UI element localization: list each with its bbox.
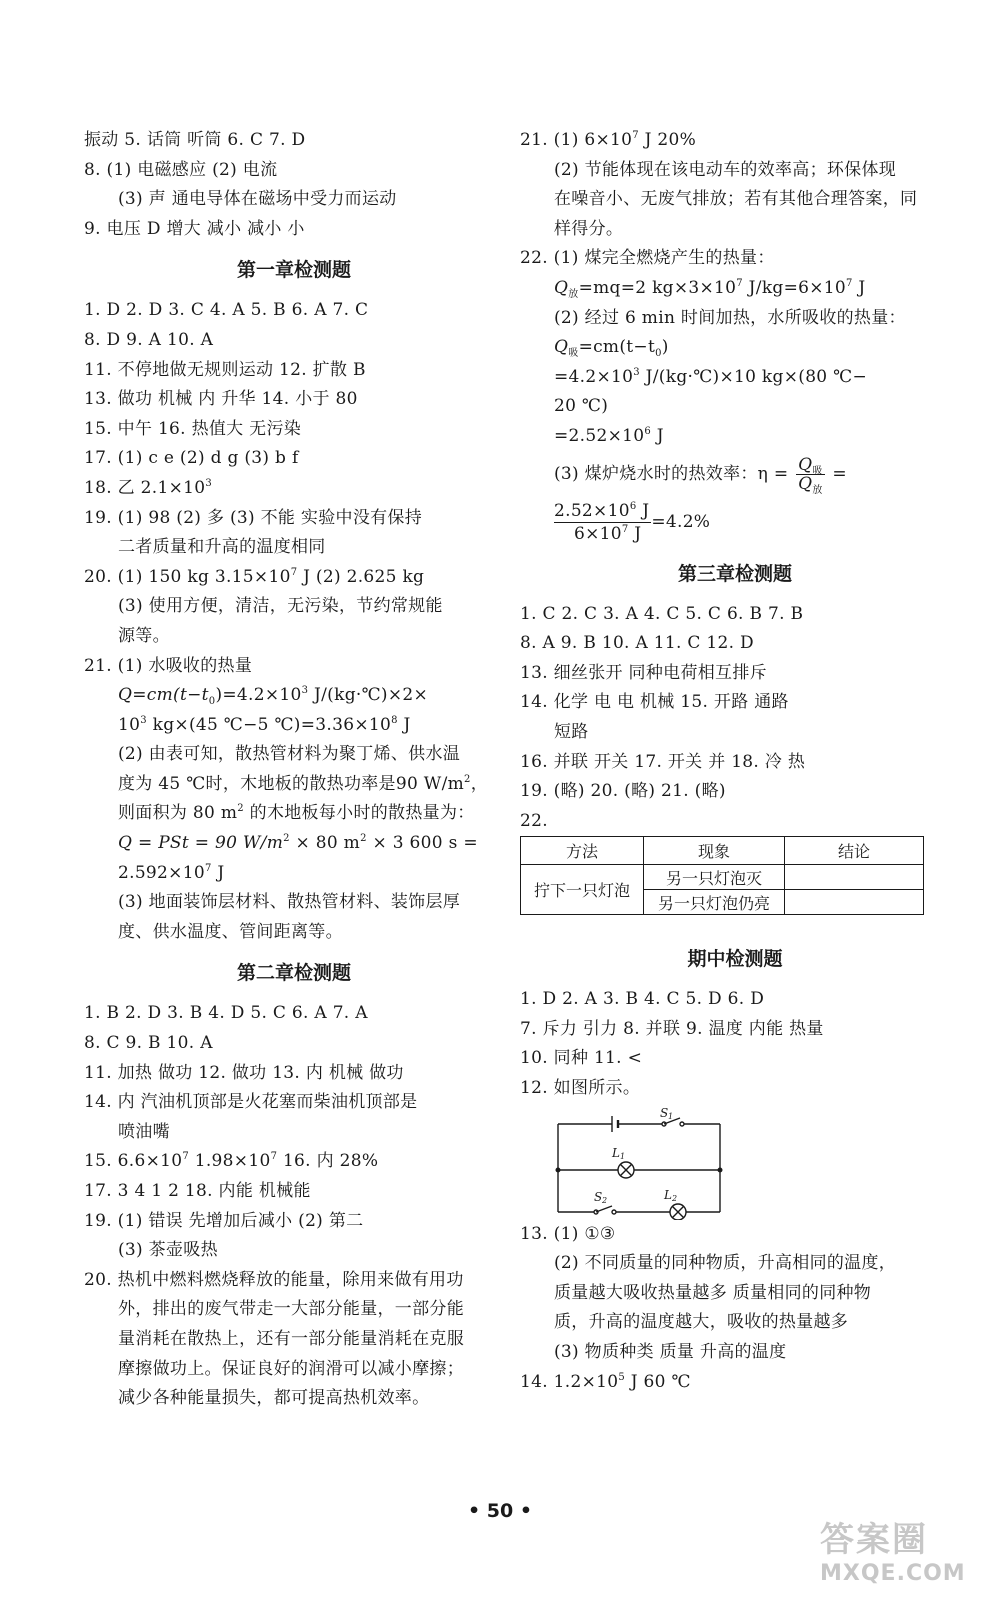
results-table	[520, 836, 924, 915]
text-line: 19. (1) 错误 先增加后减小 (2) 第二	[84, 1210, 364, 1231]
text-line: 7. 斥力 引力 8. 并联 9. 温度 内能 热量	[520, 1018, 824, 1039]
text-line: 8. (1) 电磁感应 (2) 电流	[84, 159, 278, 180]
section-title-chapter-2: 第二章检测题	[236, 962, 351, 985]
text-line: (2) 经过 6 min 时间加热，水所吸收的热量：	[554, 307, 906, 328]
text-line: 13. (1) ①③	[520, 1223, 616, 1244]
text-line: 摩擦做功上。保证良好的润滑可以减小摩擦；	[118, 1358, 464, 1379]
table-header: 现象	[644, 837, 785, 865]
text-line: 质，升高的温度越大，吸收的热量越多	[554, 1312, 849, 1333]
text-line: 15. 中午 16. 热值大 无污染	[84, 418, 302, 439]
text-line: 19. (略) 20. (略) 21. (略)	[520, 781, 726, 802]
label-l1-sub: 1	[620, 1151, 626, 1161]
section-title-chapter-1: 第一章检测题	[236, 259, 351, 282]
label-s1: S	[660, 1107, 669, 1120]
text-line: $\frac{2.52\times 10^6 J}{6\times 10^7 J}$ =4.2%	[554, 500, 711, 544]
label-l1: L	[612, 1145, 620, 1160]
text-line: 在噪音小、无废气排放；若有其他合理答案，同	[554, 189, 918, 210]
text-line: 二者质量和升高的温度相同	[118, 537, 326, 558]
text-line: 11. 不停地做无规则运动 12. 扩散 B	[84, 359, 366, 380]
text-line: 度、供水温度、管间距离等。	[118, 921, 343, 942]
section-title-midterm: 期中检测题	[687, 948, 783, 971]
text-line: 17. (1) c e (2) d g (3) b f	[84, 448, 299, 469]
watermark-text: 答案圈	[820, 1520, 928, 1560]
text-line: 减少各种能量损失，都可提高热机效率。	[118, 1388, 430, 1409]
watermark-logo	[820, 1512, 990, 1592]
table-cell: 拧下一只灯泡	[521, 865, 644, 915]
text-line: $Q_吸=cm(t-t_0)$	[554, 337, 669, 360]
text-line: (3) 声 通电导体在磁场中受力而运动	[118, 189, 397, 210]
text-line: 8. A 9. B 10. A 11. C 12. D	[520, 633, 754, 654]
left-column	[84, 126, 504, 1414]
text-line: 量消耗在散热上，还有一部分能量消耗在克服	[118, 1328, 464, 1349]
table-header: 结论	[785, 837, 924, 865]
text-line: $=2.52\times 10^6$ J	[554, 425, 664, 446]
text-line: 样得分。	[554, 218, 624, 239]
switch-s2-blade	[596, 1206, 612, 1212]
text-line: (3) 煤炉烧水时的热效率：η = $\frac{Q_吸}{Q_放}$ =	[554, 454, 847, 496]
text-line: 16. 并联 开关 17. 开关 并 18. 冷 热	[520, 751, 806, 772]
text-line: 14. 化学 电 电 机械 15. 开路 通路	[520, 692, 789, 713]
text-line: 13. 做功 机械 内 升华 14. 小于 80	[84, 389, 358, 410]
text-line: (3) 物质种类 质量 升高的温度	[554, 1342, 787, 1363]
text-line: (2) 由表可知，散热管材料为聚丁烯、供水温	[118, 744, 461, 765]
text-line: 则面积为 80 $m^2$ 的木地板每小时的散热量为：	[118, 803, 475, 824]
text-line: 19. (1) 98 (2) 多 (3) 不能 实验中没有保持	[84, 507, 423, 528]
text-line: Q = PSt = 90 $W/m^2 \times 80$ $m^2 \times 3$ 600 s =	[118, 833, 478, 854]
efficiency-fraction: $\frac{Q_吸}{Q_放}$	[798, 454, 823, 496]
label-s2-sub: 2	[602, 1195, 608, 1205]
right-column	[520, 126, 950, 1397]
text-line: 度为 45 ℃时，木地板的散热功率是90 $W/m^2$，	[118, 773, 488, 794]
text-line: 22. (1) 煤完全燃烧产生的热量：	[520, 248, 775, 269]
text-line: 9. 电压 D 增大 减小 减小 小	[84, 218, 305, 239]
text-line: $=4.2\times 10^3$ J/(kg·℃)×10 kg×(80 ℃−	[554, 366, 867, 387]
efficiency-value-fraction: $\frac{2.52\times 10^6 J}{6\times 10^7 J}$	[554, 500, 650, 544]
text-line: $10^3$ kg×(45 ℃−5 $℃)=3.36\times 10^8$ J	[118, 714, 411, 735]
text-line: 14. $1.2\times 10^5$ J 60 ℃	[520, 1371, 691, 1392]
text-line: 17. 3 4 1 2 18. 内能 机械能	[84, 1181, 311, 1201]
label-s1-sub: 1	[668, 1111, 674, 1121]
text-line: 外，排出的废气带走一大部分能量，一部分能	[118, 1299, 464, 1320]
text-line: 1. B 2. D 3. B 4. D 5. C 6. A 7. A	[84, 1003, 368, 1024]
table-header: 方法	[521, 837, 644, 865]
table-cell: 另一只灯泡仍亮	[644, 890, 785, 915]
text-line: 1. D 2. D 3. C 4. A 5. B 6. A 7. C	[84, 300, 369, 321]
text-line: 10. 同种 11. <	[520, 1048, 643, 1069]
text-line: $2.592\times 10^7$ J	[118, 862, 225, 883]
label-l2: L	[664, 1187, 672, 1202]
table-cell: 另一只灯泡灭	[644, 865, 785, 890]
circuit-diagram	[554, 1108, 724, 1220]
text-line: 20 ℃)	[554, 396, 609, 417]
label-s2: S	[594, 1189, 603, 1204]
text-line: 1. D 2. A 3. B 4. C 5. D 6. D	[520, 989, 765, 1010]
text-line: 8. D 9. A 10. A	[84, 329, 214, 350]
text-line: 质量越大吸收热量越多 质量相同的同种物	[554, 1282, 872, 1303]
text-line: 振动 5. 话筒 听筒 6. C 7. D	[84, 130, 306, 150]
text-line: 22.	[520, 810, 548, 831]
text-line: $Q=cm(t-t_0)=4.2\times 10^3$ J/(kg·℃)×2×	[118, 685, 429, 708]
text-line: 14. 内 汽油机顶部是火花塞而柴油机顶部是	[84, 1092, 418, 1113]
text-line: 短路	[554, 721, 589, 742]
text-line: (3) 地面装饰层材料、散热管材料、装饰层厚	[118, 892, 461, 913]
text-line: (2) 节能体现在该电动车的效率高；环保体现	[554, 159, 897, 180]
text-line: 12. 如图所示。	[520, 1078, 641, 1099]
text-line: 21. (1) $6\times 10^7$ J 20%	[520, 130, 697, 150]
text-line: 1. C 2. C 3. A 4. C 5. C 6. B 7. B	[520, 603, 804, 624]
text-line: 15. $6.6\times 10^7$ $1.98\times 10^7$ 16. 内 28%	[84, 1151, 379, 1172]
text-line: 8. C 9. B 10. A	[84, 1033, 213, 1054]
text-line: 20. (1) 150 kg $3.15\times 10^7$ J (2) 2.625 kg	[84, 566, 425, 587]
text-line: (2) 不同质量的同种物质，升高相同的温度，	[554, 1253, 897, 1274]
text-line: 18. 乙 $2.1\times 10^3$	[84, 477, 213, 498]
text-line: 源等。	[118, 625, 170, 646]
section-title-chapter-3: 第三章检测题	[677, 562, 792, 585]
text-line: (3) 使用方便，清洁，无污染，节约常规能	[118, 596, 443, 617]
text-line: 20. 热机中燃料燃烧释放的能量，除用来做有用功	[84, 1269, 464, 1290]
text-line: $Q_放=mq=2$ $kg\times 3\times 10^7$ $J/kg=6\times 10^7$ J	[554, 277, 866, 300]
text-line: (3) 茶壶吸热	[118, 1240, 218, 1261]
label-l2-sub: 2	[672, 1193, 678, 1203]
text-line: 喷油嘴	[118, 1121, 170, 1142]
table-cell	[785, 865, 924, 890]
page-number: • 50 •	[468, 1500, 532, 1522]
text-line: 11. 加热 做功 12. 做功 13. 内 机械 做功	[84, 1062, 404, 1083]
text-line: 21. (1) 水吸收的热量	[84, 655, 253, 676]
text-line: 13. 细丝张开 同种电荷相互排斥	[520, 662, 767, 683]
watermark-url: MXQE.COM	[820, 1561, 966, 1586]
table-cell	[785, 890, 924, 915]
